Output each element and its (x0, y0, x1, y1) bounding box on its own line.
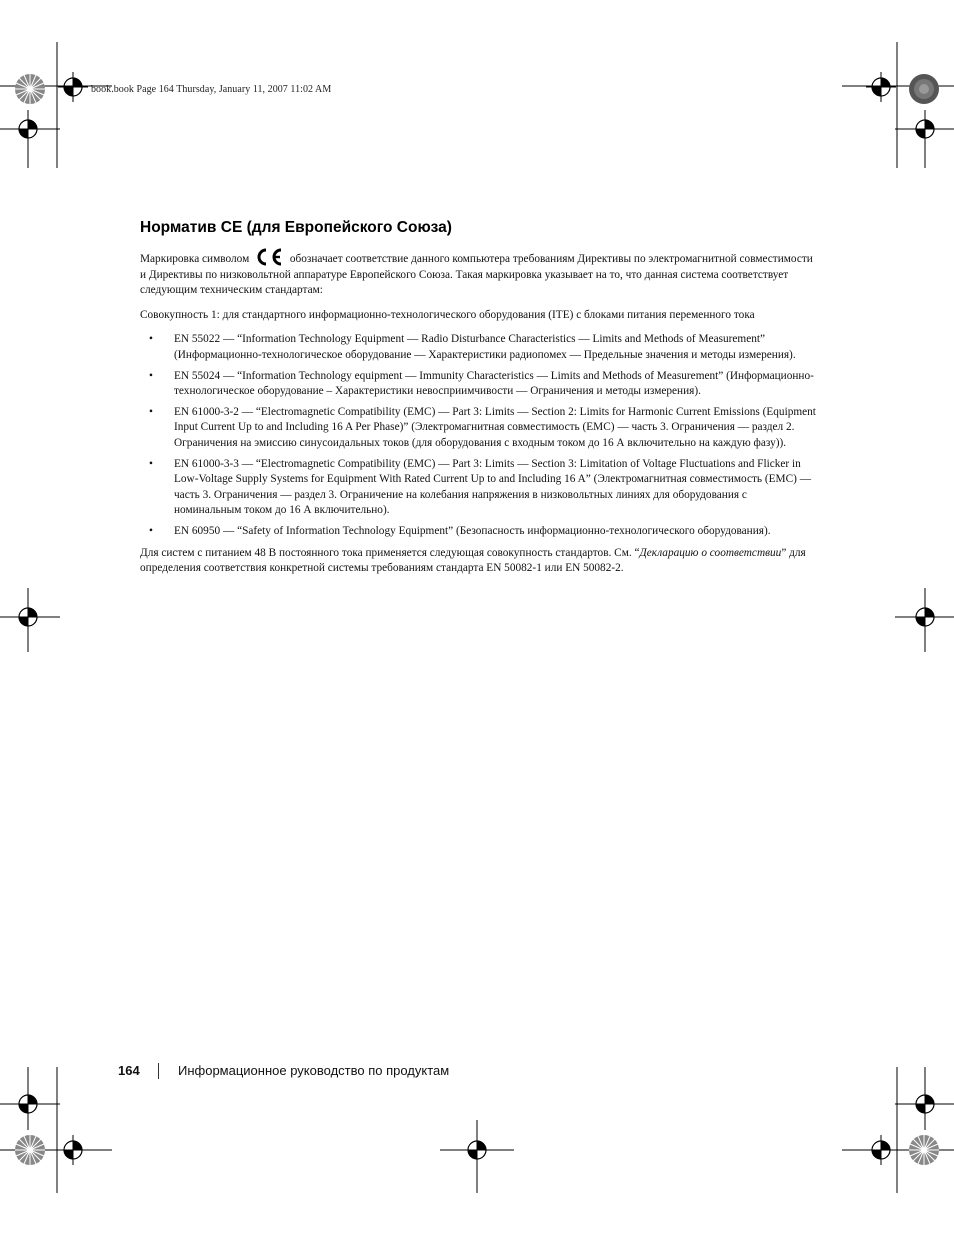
starburst-target-icon (13, 1133, 47, 1167)
intro-paragraph (140, 247, 816, 299)
registration-target-icon (866, 72, 896, 102)
starburst-target-icon (907, 72, 941, 106)
standard-text: EN 61000-3-3 — “Electromagnetic Compatibility (EMC) — Part 3: Limits — Section 3: Limitation of Voltage Fluctuations and Flicker in Low-Voltage Supply Systems for Equipment With Rated Current Up to and Including 16 A” (Электромагнитная совместимость (EMC) — часть 3. Ограничения — раздел 3. Ограничение на колебания напряжения в низковольтных линиях для оборудования с номинальным током до 16 А включительно). (174, 457, 811, 517)
registration-target-icon (462, 1135, 492, 1165)
list-item (140, 369, 816, 400)
standard-text: EN 55022 — “Information Technology Equipment — Radio Disturbance Characteristics — Limits and Methods of Measurement” (Информационно-технологическое оборудование — Характеристики радиопомех — Предельные значения и методы измерения). (174, 333, 796, 361)
registration-target-icon (58, 72, 88, 102)
standard-text: EN 60950 — “Safety of Information Technology Equipment” (Безопасность информационно-технологического оборудования). (174, 524, 771, 537)
registration-target-icon (910, 114, 940, 144)
declaration-reference: Декларацию о соответствии (639, 546, 782, 559)
set1-paragraph: Совокупность 1: для стандартного информационно-технологического оборудования (ITE) с блоками питания переменного тока (140, 308, 755, 321)
standards-list (140, 332, 816, 539)
registration-target-icon (866, 1135, 896, 1165)
list-item (140, 457, 816, 519)
bullet: • (149, 333, 153, 346)
closing-text-end: ” для определения соответствия конкретной системы требованиям стандарта EN 50082-1 или EN 50082-2. (140, 546, 806, 575)
starburst-target-icon (13, 72, 47, 106)
registration-target-icon (13, 1089, 43, 1119)
bullet: • (149, 405, 153, 418)
ce-mark-icon (254, 247, 284, 267)
standard-text: EN 55024 — “Information Technology equipment — Immunity Characteristics — Limits and Methods of Measurement” (Информационно-технологическое оборудование – Характеристики невосприимчивости — Ограничения и методы измерения). (174, 369, 814, 398)
list-item (140, 332, 816, 363)
intro-text-end: обозначает соответствие данного компьютера требованиям Директивы по электромагнитной совместимости и Директивы по низковольтной аппаратуре Европейского Союза. Такая маркировка указывает на то, что данная система соответствует следующим техническим стандартам: (140, 253, 813, 297)
section-title: Норматив CE (для Европейского Союза) (140, 219, 452, 236)
standard-text: EN 61000-3-2 — “Electromagnetic Compatibility (EMC) — Part 3: Limits — Section 2: Limits for Harmonic Current Emissions (Equipment Input Current Up to and Including 16 A Per Phase)” (Электромагнитная совместимость (EMC) — часть 3. Ограничения — раздел 2. Ограничения на эмиссию синусоидальных токов (для оборудования с входным током до 16 А включительно на каждую фазу)). (174, 405, 816, 449)
closing-paragraph (140, 546, 816, 577)
registration-target-icon (910, 602, 940, 632)
document-body (140, 219, 816, 586)
registration-target-icon (13, 114, 43, 144)
footer-title: Информационное руководство по продуктам (178, 1063, 450, 1078)
page-number: 164 (118, 1063, 140, 1078)
registration-target-icon (58, 1135, 88, 1165)
footer-divider (158, 1063, 159, 1079)
registration-target-icon (910, 1089, 940, 1119)
print-slug: book.book Page 164 Thursday, January 11, 2007 11:02 AM (91, 84, 332, 95)
list-item (140, 524, 816, 540)
bullet: • (149, 524, 153, 537)
closing-text-start: Для систем с питанием 48 В постоянного тока применяется следующая совокупность стандартов. См. “ (140, 546, 640, 559)
intro-text-start: Маркировка символом (140, 253, 250, 265)
registration-target-icon (13, 602, 43, 632)
starburst-target-icon (907, 1133, 941, 1167)
bullet: • (149, 457, 153, 470)
bullet: • (149, 369, 153, 382)
list-item (140, 405, 816, 452)
